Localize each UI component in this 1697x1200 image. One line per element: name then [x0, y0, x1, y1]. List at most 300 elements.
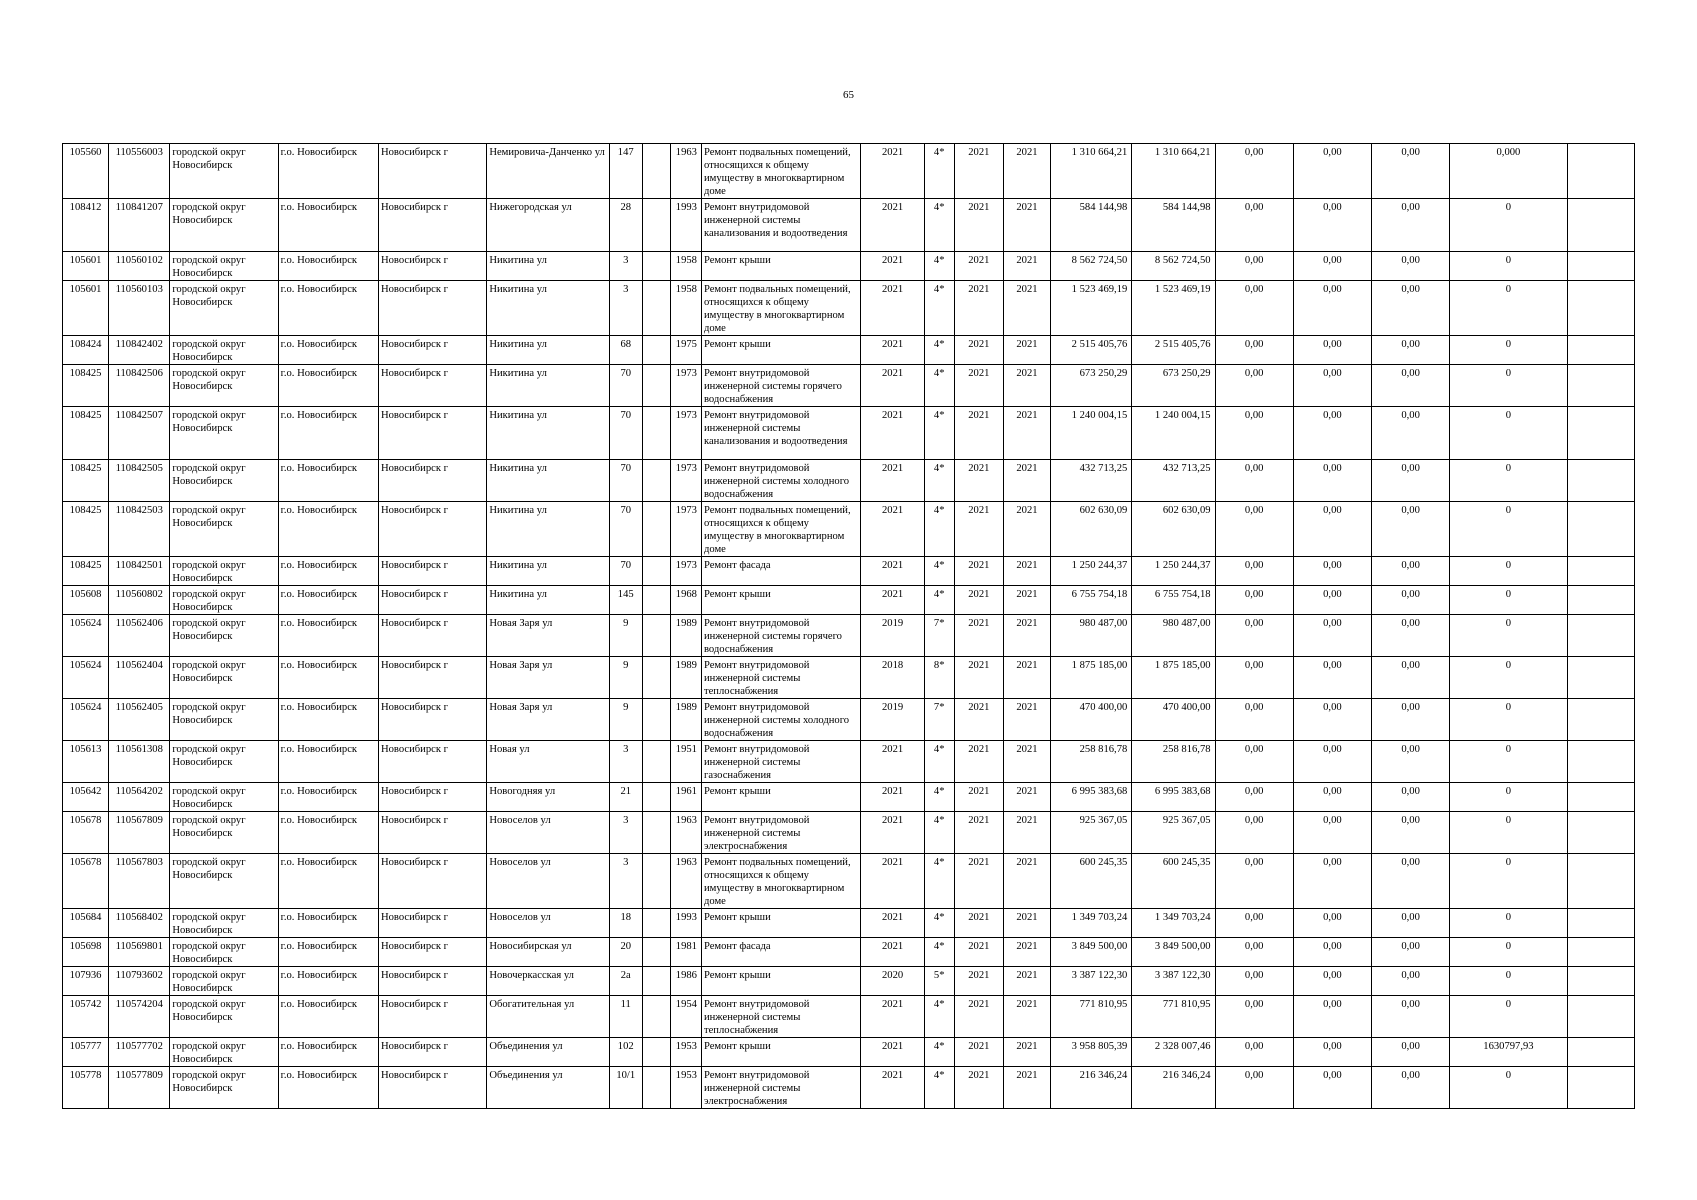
cell-district: г.о. Новосибирск	[278, 252, 378, 281]
cell-start-year: 2021	[954, 909, 1003, 938]
cell-federal-funds: 0,00	[1215, 741, 1293, 783]
cell-house-number: 3	[609, 252, 642, 281]
cell-municipality: городской округ Новосибирск	[170, 699, 278, 741]
cell-local-budget: 0,00	[1372, 657, 1450, 699]
cell-building	[642, 783, 670, 812]
cell-plan-year: 2021	[861, 783, 924, 812]
cell-building	[642, 615, 670, 657]
cell-record-id: 105560	[63, 144, 109, 199]
cell-federal-funds: 0,00	[1215, 996, 1293, 1038]
cell-end-year: 2021	[1003, 699, 1050, 741]
cell-work-type: Ремонт внутридомовой инженерной системы горячего водоснабжения	[701, 365, 861, 407]
cell-total-cost: 602 630,09	[1051, 502, 1132, 557]
cell-total-cost: 3 958 805,39	[1051, 1038, 1132, 1067]
cell-regional-fund: 1 875 185,00	[1132, 657, 1215, 699]
cell-extra	[1567, 460, 1634, 502]
cell-settlement: Новосибирск г	[378, 144, 486, 199]
cell-street: Нижегородская ул	[487, 199, 609, 252]
cell-owner-funds: 0,000	[1450, 144, 1567, 199]
cell-district: г.о. Новосибирск	[278, 615, 378, 657]
cell-year-built: 1989	[670, 657, 701, 699]
cell-house-number: 2а	[609, 967, 642, 996]
cell-district: г.о. Новосибирск	[278, 783, 378, 812]
cell-local-budget: 0,00	[1372, 1067, 1450, 1109]
cell-house-number: 145	[609, 586, 642, 615]
cell-end-year: 2021	[1003, 996, 1050, 1038]
cell-priority: 4*	[924, 1038, 954, 1067]
cell-municipality: городской округ Новосибирск	[170, 909, 278, 938]
cell-house-number: 3	[609, 812, 642, 854]
cell-municipality: городской округ Новосибирск	[170, 586, 278, 615]
cell-street: Объединения ул	[487, 1067, 609, 1109]
cell-owner-funds: 0	[1450, 586, 1567, 615]
table-row	[63, 812, 1635, 854]
cell-regional-fund: 1 349 703,24	[1132, 909, 1215, 938]
cell-plan-year: 2021	[861, 909, 924, 938]
cell-work-type: Ремонт фасада	[701, 938, 861, 967]
cell-total-cost: 6 995 383,68	[1051, 783, 1132, 812]
cell-year-built: 1973	[670, 407, 701, 460]
cell-regional-budget: 0,00	[1293, 557, 1371, 586]
cell-municipality: городской округ Новосибирск	[170, 281, 278, 336]
cell-federal-funds: 0,00	[1215, 657, 1293, 699]
cell-local-budget: 0,00	[1372, 741, 1450, 783]
cell-settlement: Новосибирск г	[378, 967, 486, 996]
cell-code: 110793602	[109, 967, 170, 996]
cell-code: 110569801	[109, 938, 170, 967]
cell-settlement: Новосибирск г	[378, 460, 486, 502]
cell-regional-fund: 3 849 500,00	[1132, 938, 1215, 967]
cell-priority: 8*	[924, 657, 954, 699]
cell-federal-funds: 0,00	[1215, 909, 1293, 938]
cell-regional-budget: 0,00	[1293, 783, 1371, 812]
cell-local-budget: 0,00	[1372, 199, 1450, 252]
cell-priority: 4*	[924, 199, 954, 252]
cell-house-number: 70	[609, 502, 642, 557]
cell-record-id: 105624	[63, 657, 109, 699]
cell-code: 110842507	[109, 407, 170, 460]
cell-local-budget: 0,00	[1372, 586, 1450, 615]
cell-plan-year: 2021	[861, 557, 924, 586]
cell-building	[642, 967, 670, 996]
cell-owner-funds: 1630797,93	[1450, 1038, 1567, 1067]
cell-work-type: Ремонт внутридомовой инженерной системы холодного водоснабжения	[701, 699, 861, 741]
cell-work-type: Ремонт внутридомовой инженерной системы канализования и водоотведения	[701, 407, 861, 460]
cell-owner-funds: 0	[1450, 909, 1567, 938]
cell-federal-funds: 0,00	[1215, 1038, 1293, 1067]
cell-regional-budget: 0,00	[1293, 854, 1371, 909]
cell-house-number: 20	[609, 938, 642, 967]
cell-start-year: 2021	[954, 854, 1003, 909]
cell-priority: 4*	[924, 996, 954, 1038]
cell-regional-budget: 0,00	[1293, 1067, 1371, 1109]
cell-owner-funds: 0	[1450, 938, 1567, 967]
cell-year-built: 1973	[670, 460, 701, 502]
cell-start-year: 2021	[954, 741, 1003, 783]
cell-start-year: 2021	[954, 407, 1003, 460]
cell-regional-fund: 584 144,98	[1132, 199, 1215, 252]
cell-regional-budget: 0,00	[1293, 586, 1371, 615]
cell-regional-budget: 0,00	[1293, 909, 1371, 938]
cell-district: г.о. Новосибирск	[278, 812, 378, 854]
cell-year-built: 1973	[670, 365, 701, 407]
cell-local-budget: 0,00	[1372, 699, 1450, 741]
cell-house-number: 3	[609, 741, 642, 783]
cell-end-year: 2021	[1003, 967, 1050, 996]
cell-work-type: Ремонт внутридомовой инженерной системы газоснабжения	[701, 741, 861, 783]
cell-street: Никитина ул	[487, 365, 609, 407]
table-row	[63, 938, 1635, 967]
cell-settlement: Новосибирск г	[378, 1038, 486, 1067]
cell-owner-funds: 0	[1450, 365, 1567, 407]
cell-house-number: 147	[609, 144, 642, 199]
cell-priority: 4*	[924, 812, 954, 854]
cell-federal-funds: 0,00	[1215, 407, 1293, 460]
cell-regional-fund: 2 515 405,76	[1132, 336, 1215, 365]
cell-end-year: 2021	[1003, 281, 1050, 336]
cell-district: г.о. Новосибирск	[278, 365, 378, 407]
cell-federal-funds: 0,00	[1215, 854, 1293, 909]
cell-local-budget: 0,00	[1372, 812, 1450, 854]
cell-district: г.о. Новосибирск	[278, 502, 378, 557]
cell-district: г.о. Новосибирск	[278, 199, 378, 252]
cell-code: 110564202	[109, 783, 170, 812]
cell-owner-funds: 0	[1450, 252, 1567, 281]
cell-priority: 4*	[924, 502, 954, 557]
cell-year-built: 1973	[670, 557, 701, 586]
cell-regional-budget: 0,00	[1293, 1038, 1371, 1067]
cell-work-type: Ремонт внутридомовой инженерной системы теплоснабжения	[701, 657, 861, 699]
cell-total-cost: 2 515 405,76	[1051, 336, 1132, 365]
cell-total-cost: 600 245,35	[1051, 854, 1132, 909]
cell-regional-fund: 6 755 754,18	[1132, 586, 1215, 615]
cell-local-budget: 0,00	[1372, 996, 1450, 1038]
cell-house-number: 21	[609, 783, 642, 812]
cell-total-cost: 6 755 754,18	[1051, 586, 1132, 615]
cell-priority: 4*	[924, 557, 954, 586]
table-row	[63, 252, 1635, 281]
cell-municipality: городской округ Новосибирск	[170, 996, 278, 1038]
table-row	[63, 502, 1635, 557]
table-row	[63, 996, 1635, 1038]
cell-settlement: Новосибирск г	[378, 909, 486, 938]
cell-federal-funds: 0,00	[1215, 252, 1293, 281]
cell-street: Никитина ул	[487, 407, 609, 460]
cell-municipality: городской округ Новосибирск	[170, 336, 278, 365]
cell-start-year: 2021	[954, 557, 1003, 586]
cell-extra	[1567, 252, 1634, 281]
cell-work-type: Ремонт внутридомовой инженерной системы электроснабжения	[701, 1067, 861, 1109]
cell-plan-year: 2020	[861, 967, 924, 996]
cell-end-year: 2021	[1003, 854, 1050, 909]
cell-building	[642, 996, 670, 1038]
cell-start-year: 2021	[954, 967, 1003, 996]
cell-code: 110567803	[109, 854, 170, 909]
cell-year-built: 1993	[670, 199, 701, 252]
cell-year-built: 1958	[670, 252, 701, 281]
cell-building	[642, 657, 670, 699]
cell-plan-year: 2021	[861, 407, 924, 460]
cell-municipality: городской округ Новосибирск	[170, 252, 278, 281]
cell-local-budget: 0,00	[1372, 1038, 1450, 1067]
cell-district: г.о. Новосибирск	[278, 938, 378, 967]
cell-end-year: 2021	[1003, 1067, 1050, 1109]
cell-year-built: 1953	[670, 1067, 701, 1109]
cell-regional-fund: 1 523 469,19	[1132, 281, 1215, 336]
cell-regional-budget: 0,00	[1293, 699, 1371, 741]
cell-owner-funds: 0	[1450, 199, 1567, 252]
cell-municipality: городской округ Новосибирск	[170, 657, 278, 699]
cell-record-id: 105601	[63, 281, 109, 336]
cell-owner-funds: 0	[1450, 783, 1567, 812]
cell-total-cost: 1 240 004,15	[1051, 407, 1132, 460]
cell-start-year: 2021	[954, 657, 1003, 699]
cell-extra	[1567, 1038, 1634, 1067]
cell-total-cost: 1 250 244,37	[1051, 557, 1132, 586]
table-row	[63, 615, 1635, 657]
cell-year-built: 1954	[670, 996, 701, 1038]
table-row	[63, 1067, 1635, 1109]
cell-owner-funds: 0	[1450, 1067, 1567, 1109]
cell-priority: 7*	[924, 615, 954, 657]
cell-local-budget: 0,00	[1372, 615, 1450, 657]
cell-start-year: 2021	[954, 281, 1003, 336]
cell-regional-budget: 0,00	[1293, 252, 1371, 281]
cell-building	[642, 557, 670, 586]
cell-municipality: городской округ Новосибирск	[170, 460, 278, 502]
cell-federal-funds: 0,00	[1215, 812, 1293, 854]
cell-year-built: 1951	[670, 741, 701, 783]
cell-district: г.о. Новосибирск	[278, 657, 378, 699]
table-row	[63, 741, 1635, 783]
cell-municipality: городской округ Новосибирск	[170, 1038, 278, 1067]
cell-start-year: 2021	[954, 938, 1003, 967]
cell-street: Новоселов ул	[487, 854, 609, 909]
cell-municipality: городской округ Новосибирск	[170, 967, 278, 996]
cell-house-number: 10/1	[609, 1067, 642, 1109]
cell-year-built: 1975	[670, 336, 701, 365]
cell-owner-funds: 0	[1450, 699, 1567, 741]
cell-local-budget: 0,00	[1372, 783, 1450, 812]
cell-municipality: городской округ Новосибирск	[170, 144, 278, 199]
cell-total-cost: 1 523 469,19	[1051, 281, 1132, 336]
cell-local-budget: 0,00	[1372, 460, 1450, 502]
cell-end-year: 2021	[1003, 938, 1050, 967]
cell-record-id: 108412	[63, 199, 109, 252]
cell-municipality: городской округ Новосибирск	[170, 854, 278, 909]
cell-regional-budget: 0,00	[1293, 615, 1371, 657]
cell-regional-budget: 0,00	[1293, 502, 1371, 557]
cell-house-number: 28	[609, 199, 642, 252]
cell-start-year: 2021	[954, 1067, 1003, 1109]
cell-building	[642, 812, 670, 854]
cell-building	[642, 365, 670, 407]
cell-record-id: 105777	[63, 1038, 109, 1067]
cell-work-type: Ремонт внутридомовой инженерной системы канализования и водоотведения	[701, 199, 861, 252]
cell-owner-funds: 0	[1450, 407, 1567, 460]
cell-owner-funds: 0	[1450, 557, 1567, 586]
cell-building	[642, 699, 670, 741]
cell-building	[642, 938, 670, 967]
cell-district: г.о. Новосибирск	[278, 281, 378, 336]
cell-federal-funds: 0,00	[1215, 967, 1293, 996]
cell-start-year: 2021	[954, 365, 1003, 407]
cell-building	[642, 502, 670, 557]
cell-end-year: 2021	[1003, 460, 1050, 502]
cell-federal-funds: 0,00	[1215, 1067, 1293, 1109]
cell-plan-year: 2021	[861, 812, 924, 854]
cell-start-year: 2021	[954, 783, 1003, 812]
cell-extra	[1567, 336, 1634, 365]
cell-federal-funds: 0,00	[1215, 502, 1293, 557]
cell-code: 110562405	[109, 699, 170, 741]
cell-priority: 4*	[924, 407, 954, 460]
cell-local-budget: 0,00	[1372, 502, 1450, 557]
cell-code: 110577702	[109, 1038, 170, 1067]
cell-regional-budget: 0,00	[1293, 365, 1371, 407]
cell-district: г.о. Новосибирск	[278, 460, 378, 502]
cell-priority: 4*	[924, 854, 954, 909]
cell-district: г.о. Новосибирск	[278, 407, 378, 460]
cell-settlement: Новосибирск г	[378, 783, 486, 812]
cell-plan-year: 2021	[861, 741, 924, 783]
cell-building	[642, 1038, 670, 1067]
cell-total-cost: 673 250,29	[1051, 365, 1132, 407]
cell-settlement: Новосибирск г	[378, 657, 486, 699]
cell-street: Никитина ул	[487, 281, 609, 336]
cell-building	[642, 741, 670, 783]
cell-extra	[1567, 699, 1634, 741]
cell-regional-budget: 0,00	[1293, 812, 1371, 854]
cell-municipality: городской округ Новосибирск	[170, 365, 278, 407]
cell-regional-fund: 771 810,95	[1132, 996, 1215, 1038]
cell-settlement: Новосибирск г	[378, 812, 486, 854]
cell-plan-year: 2021	[861, 365, 924, 407]
cell-building	[642, 199, 670, 252]
cell-house-number: 11	[609, 996, 642, 1038]
cell-federal-funds: 0,00	[1215, 336, 1293, 365]
table-row	[63, 557, 1635, 586]
cell-local-budget: 0,00	[1372, 938, 1450, 967]
cell-start-year: 2021	[954, 615, 1003, 657]
cell-street: Новогодняя ул	[487, 783, 609, 812]
cell-priority: 4*	[924, 1067, 954, 1109]
cell-street: Обогатительная ул	[487, 996, 609, 1038]
cell-work-type: Ремонт внутридомовой инженерной системы горячего водоснабжения	[701, 615, 861, 657]
cell-total-cost: 980 487,00	[1051, 615, 1132, 657]
cell-work-type: Ремонт подвальных помещений, относящихся к общему имуществу в многоквартирном доме	[701, 144, 861, 199]
cell-extra	[1567, 365, 1634, 407]
cell-plan-year: 2021	[861, 199, 924, 252]
cell-year-built: 1986	[670, 967, 701, 996]
cell-total-cost: 1 310 664,21	[1051, 144, 1132, 199]
cell-street: Немировича-Данченко ул	[487, 144, 609, 199]
cell-house-number: 9	[609, 615, 642, 657]
cell-extra	[1567, 557, 1634, 586]
cell-end-year: 2021	[1003, 741, 1050, 783]
cell-plan-year: 2021	[861, 460, 924, 502]
cell-street: Никитина ул	[487, 336, 609, 365]
cell-start-year: 2021	[954, 144, 1003, 199]
cell-year-built: 1963	[670, 812, 701, 854]
cell-regional-budget: 0,00	[1293, 967, 1371, 996]
cell-code: 110562406	[109, 615, 170, 657]
cell-settlement: Новосибирск г	[378, 502, 486, 557]
cell-priority: 4*	[924, 938, 954, 967]
cell-plan-year: 2021	[861, 938, 924, 967]
cell-regional-fund: 925 367,05	[1132, 812, 1215, 854]
cell-plan-year: 2018	[861, 657, 924, 699]
cell-record-id: 108425	[63, 502, 109, 557]
cell-total-cost: 432 713,25	[1051, 460, 1132, 502]
cell-municipality: городской округ Новосибирск	[170, 615, 278, 657]
cell-work-type: Ремонт крыши	[701, 586, 861, 615]
cell-total-cost: 771 810,95	[1051, 996, 1132, 1038]
cell-record-id: 108424	[63, 336, 109, 365]
cell-extra	[1567, 909, 1634, 938]
cell-federal-funds: 0,00	[1215, 365, 1293, 407]
table-row	[63, 967, 1635, 996]
table-row	[63, 336, 1635, 365]
cell-priority: 4*	[924, 460, 954, 502]
cell-total-cost: 3 849 500,00	[1051, 938, 1132, 967]
cell-code: 110842506	[109, 365, 170, 407]
cell-end-year: 2021	[1003, 812, 1050, 854]
cell-regional-fund: 258 816,78	[1132, 741, 1215, 783]
cell-building	[642, 252, 670, 281]
cell-district: г.о. Новосибирск	[278, 854, 378, 909]
table-row	[63, 460, 1635, 502]
cell-district: г.о. Новосибирск	[278, 586, 378, 615]
cell-record-id: 105684	[63, 909, 109, 938]
cell-street: Новочеркасская ул	[487, 967, 609, 996]
cell-municipality: городской округ Новосибирск	[170, 938, 278, 967]
cell-record-id: 105678	[63, 854, 109, 909]
cell-municipality: городской округ Новосибирск	[170, 1067, 278, 1109]
cell-owner-funds: 0	[1450, 996, 1567, 1038]
cell-district: г.о. Новосибирск	[278, 996, 378, 1038]
cell-regional-fund: 6 995 383,68	[1132, 783, 1215, 812]
cell-record-id: 105601	[63, 252, 109, 281]
cell-total-cost: 584 144,98	[1051, 199, 1132, 252]
cell-regional-fund: 432 713,25	[1132, 460, 1215, 502]
cell-end-year: 2021	[1003, 502, 1050, 557]
cell-priority: 4*	[924, 252, 954, 281]
cell-owner-funds: 0	[1450, 502, 1567, 557]
cell-plan-year: 2021	[861, 996, 924, 1038]
cell-code: 110842402	[109, 336, 170, 365]
cell-total-cost: 470 400,00	[1051, 699, 1132, 741]
cell-plan-year: 2019	[861, 699, 924, 741]
cell-start-year: 2021	[954, 336, 1003, 365]
cell-record-id: 108425	[63, 460, 109, 502]
cell-year-built: 1989	[670, 699, 701, 741]
cell-regional-budget: 0,00	[1293, 460, 1371, 502]
cell-year-built: 1961	[670, 783, 701, 812]
cell-municipality: городской округ Новосибирск	[170, 741, 278, 783]
cell-work-type: Ремонт подвальных помещений, относящихся к общему имуществу в многоквартирном доме	[701, 502, 861, 557]
cell-extra	[1567, 996, 1634, 1038]
cell-end-year: 2021	[1003, 407, 1050, 460]
cell-local-budget: 0,00	[1372, 557, 1450, 586]
cell-house-number: 68	[609, 336, 642, 365]
cell-district: г.о. Новосибирск	[278, 1038, 378, 1067]
cell-regional-budget: 0,00	[1293, 144, 1371, 199]
cell-extra	[1567, 407, 1634, 460]
cell-regional-budget: 0,00	[1293, 199, 1371, 252]
cell-total-cost: 1 349 703,24	[1051, 909, 1132, 938]
cell-start-year: 2021	[954, 502, 1003, 557]
